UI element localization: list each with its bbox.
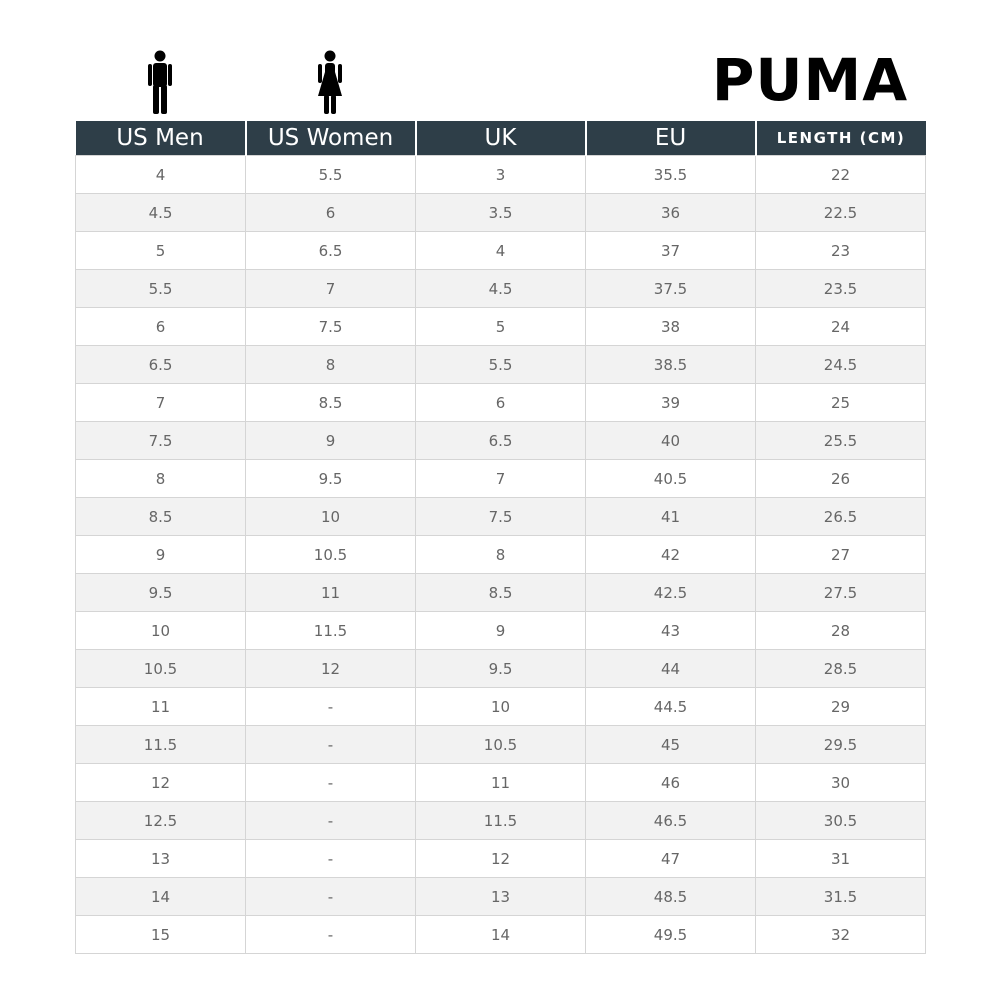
table-cell-eu: 43 bbox=[586, 612, 756, 650]
table-cell-eu: 38.5 bbox=[586, 346, 756, 384]
table-cell-us-women: 10.5 bbox=[246, 536, 416, 574]
table-row bbox=[76, 232, 926, 270]
table-cell-us-women: 11.5 bbox=[246, 612, 416, 650]
table-cell-us-men: 9 bbox=[76, 536, 246, 574]
table-row bbox=[76, 688, 926, 726]
table-cell-length-cm: 29.5 bbox=[756, 726, 926, 764]
table-cell-us-women: 6.5 bbox=[246, 232, 416, 270]
table-cell-uk: 7 bbox=[416, 460, 586, 498]
table-row bbox=[76, 422, 926, 460]
table-cell-eu: 44.5 bbox=[586, 688, 756, 726]
table-cell-uk: 4 bbox=[416, 232, 586, 270]
table-cell-us-men: 15 bbox=[76, 916, 246, 954]
table-cell-uk: 11.5 bbox=[416, 802, 586, 840]
table-cell-us-women: 6 bbox=[246, 194, 416, 232]
table-cell-uk: 12 bbox=[416, 840, 586, 878]
table-cell-eu: 37.5 bbox=[586, 270, 756, 308]
table-cell-eu: 48.5 bbox=[586, 878, 756, 916]
header-row bbox=[76, 121, 926, 156]
table-cell-eu: 45 bbox=[586, 726, 756, 764]
table-row bbox=[76, 498, 926, 536]
table-cell-us-men: 6.5 bbox=[76, 346, 246, 384]
table-cell-eu: 39 bbox=[586, 384, 756, 422]
column-header-length-cm: LENGTH (CM) bbox=[756, 121, 926, 156]
table-row bbox=[76, 612, 926, 650]
table-row bbox=[76, 536, 926, 574]
table-body bbox=[76, 156, 926, 954]
table-cell-length-cm: 30.5 bbox=[756, 802, 926, 840]
table-row bbox=[76, 802, 926, 840]
table-row bbox=[76, 194, 926, 232]
table-cell-us-women: 7 bbox=[246, 270, 416, 308]
table-cell-uk: 10.5 bbox=[416, 726, 586, 764]
table-header bbox=[76, 121, 926, 156]
table-cell-us-men: 10 bbox=[76, 612, 246, 650]
table-cell-length-cm: 22.5 bbox=[756, 194, 926, 232]
table-cell-uk: 5.5 bbox=[416, 346, 586, 384]
table-cell-uk: 14 bbox=[416, 916, 586, 954]
table-cell-us-men: 8 bbox=[76, 460, 246, 498]
column-header-us-men: US Men bbox=[76, 121, 246, 156]
table-cell-uk: 7.5 bbox=[416, 498, 586, 536]
table-cell-length-cm: 29 bbox=[756, 688, 926, 726]
table-cell-length-cm: 28.5 bbox=[756, 650, 926, 688]
table-cell-uk: 6.5 bbox=[416, 422, 586, 460]
table-row bbox=[76, 384, 926, 422]
table-cell-length-cm: 32 bbox=[756, 916, 926, 954]
table-cell-uk: 4.5 bbox=[416, 270, 586, 308]
table-cell-us-men: 4 bbox=[76, 156, 246, 194]
table-cell-length-cm: 25 bbox=[756, 384, 926, 422]
table-cell-eu: 49.5 bbox=[586, 916, 756, 954]
table-cell-eu: 36 bbox=[586, 194, 756, 232]
table-cell-us-women: - bbox=[246, 726, 416, 764]
table-cell-uk: 8.5 bbox=[416, 574, 586, 612]
table-cell-us-men: 13 bbox=[76, 840, 246, 878]
table-cell-eu: 38 bbox=[586, 308, 756, 346]
table-cell-eu: 41 bbox=[586, 498, 756, 536]
table-cell-us-men: 8.5 bbox=[76, 498, 246, 536]
table-cell-uk: 9 bbox=[416, 612, 586, 650]
size-table bbox=[75, 121, 926, 954]
table-cell-length-cm: 26.5 bbox=[756, 498, 926, 536]
table-cell-eu: 47 bbox=[586, 840, 756, 878]
table-cell-us-women: 8.5 bbox=[246, 384, 416, 422]
table-cell-us-men: 14 bbox=[76, 878, 246, 916]
column-header-us-women: US Women bbox=[246, 121, 416, 156]
table-cell-uk: 11 bbox=[416, 764, 586, 802]
table-row bbox=[76, 346, 926, 384]
table-cell-length-cm: 23.5 bbox=[756, 270, 926, 308]
table-cell-uk: 6 bbox=[416, 384, 586, 422]
table-cell-length-cm: 26 bbox=[756, 460, 926, 498]
table-cell-eu: 40.5 bbox=[586, 460, 756, 498]
table-cell-us-women: - bbox=[246, 688, 416, 726]
table-cell-length-cm: 30 bbox=[756, 764, 926, 802]
table-cell-us-women: - bbox=[246, 878, 416, 916]
table-cell-eu: 46 bbox=[586, 764, 756, 802]
table-cell-us-women: 8 bbox=[246, 346, 416, 384]
brand-logo: PUMA bbox=[711, 46, 909, 114]
table-cell-eu: 42.5 bbox=[586, 574, 756, 612]
table-cell-us-women: - bbox=[246, 764, 416, 802]
table-cell-length-cm: 31 bbox=[756, 840, 926, 878]
table-cell-us-men: 10.5 bbox=[76, 650, 246, 688]
table-cell-length-cm: 23 bbox=[756, 232, 926, 270]
woman-icon bbox=[315, 50, 345, 116]
column-header-eu: EU bbox=[586, 121, 756, 156]
table-cell-us-men: 9.5 bbox=[76, 574, 246, 612]
table-cell-us-women: 11 bbox=[246, 574, 416, 612]
table-cell-us-men: 5 bbox=[76, 232, 246, 270]
table-cell-us-men: 7.5 bbox=[76, 422, 246, 460]
table-cell-us-women: 7.5 bbox=[246, 308, 416, 346]
table-cell-us-women: 9 bbox=[246, 422, 416, 460]
table-cell-eu: 37 bbox=[586, 232, 756, 270]
table-cell-uk: 13 bbox=[416, 878, 586, 916]
table-cell-uk: 5 bbox=[416, 308, 586, 346]
table-cell-eu: 42 bbox=[586, 536, 756, 574]
table-cell-length-cm: 28 bbox=[756, 612, 926, 650]
table-cell-us-men: 6 bbox=[76, 308, 246, 346]
column-header-uk: UK bbox=[416, 121, 586, 156]
table-row bbox=[76, 764, 926, 802]
table-row bbox=[76, 308, 926, 346]
table-cell-eu: 40 bbox=[586, 422, 756, 460]
table-cell-us-women: - bbox=[246, 840, 416, 878]
table-cell-length-cm: 24 bbox=[756, 308, 926, 346]
table-cell-uk: 3.5 bbox=[416, 194, 586, 232]
table-row bbox=[76, 650, 926, 688]
table-cell-us-women: 5.5 bbox=[246, 156, 416, 194]
table-cell-us-men: 4.5 bbox=[76, 194, 246, 232]
table-cell-eu: 44 bbox=[586, 650, 756, 688]
table-cell-uk: 3 bbox=[416, 156, 586, 194]
table-row bbox=[76, 156, 926, 194]
table-cell-length-cm: 24.5 bbox=[756, 346, 926, 384]
table-cell-us-men: 12.5 bbox=[76, 802, 246, 840]
table-cell-eu: 35.5 bbox=[586, 156, 756, 194]
table-row bbox=[76, 270, 926, 308]
table-cell-us-women: - bbox=[246, 916, 416, 954]
table-cell-us-men: 11 bbox=[76, 688, 246, 726]
table-cell-uk: 10 bbox=[416, 688, 586, 726]
table-row bbox=[76, 460, 926, 498]
table-cell-length-cm: 27 bbox=[756, 536, 926, 574]
table-row bbox=[76, 916, 926, 954]
table-cell-us-men: 7 bbox=[76, 384, 246, 422]
table-cell-us-men: 5.5 bbox=[76, 270, 246, 308]
table-cell-us-men: 11.5 bbox=[76, 726, 246, 764]
table-cell-us-women: 12 bbox=[246, 650, 416, 688]
table-cell-us-women: 9.5 bbox=[246, 460, 416, 498]
man-icon bbox=[145, 50, 175, 116]
table-row bbox=[76, 840, 926, 878]
table-row bbox=[76, 726, 926, 764]
table-row bbox=[76, 574, 926, 612]
table-cell-us-women: - bbox=[246, 802, 416, 840]
table-cell-us-men: 12 bbox=[76, 764, 246, 802]
table-cell-length-cm: 25.5 bbox=[756, 422, 926, 460]
table-cell-uk: 9.5 bbox=[416, 650, 586, 688]
table-cell-us-women: 10 bbox=[246, 498, 416, 536]
table-cell-eu: 46.5 bbox=[586, 802, 756, 840]
table-cell-length-cm: 22 bbox=[756, 156, 926, 194]
table-cell-length-cm: 27.5 bbox=[756, 574, 926, 612]
table-cell-length-cm: 31.5 bbox=[756, 878, 926, 916]
table-cell-uk: 8 bbox=[416, 536, 586, 574]
table-row bbox=[76, 878, 926, 916]
